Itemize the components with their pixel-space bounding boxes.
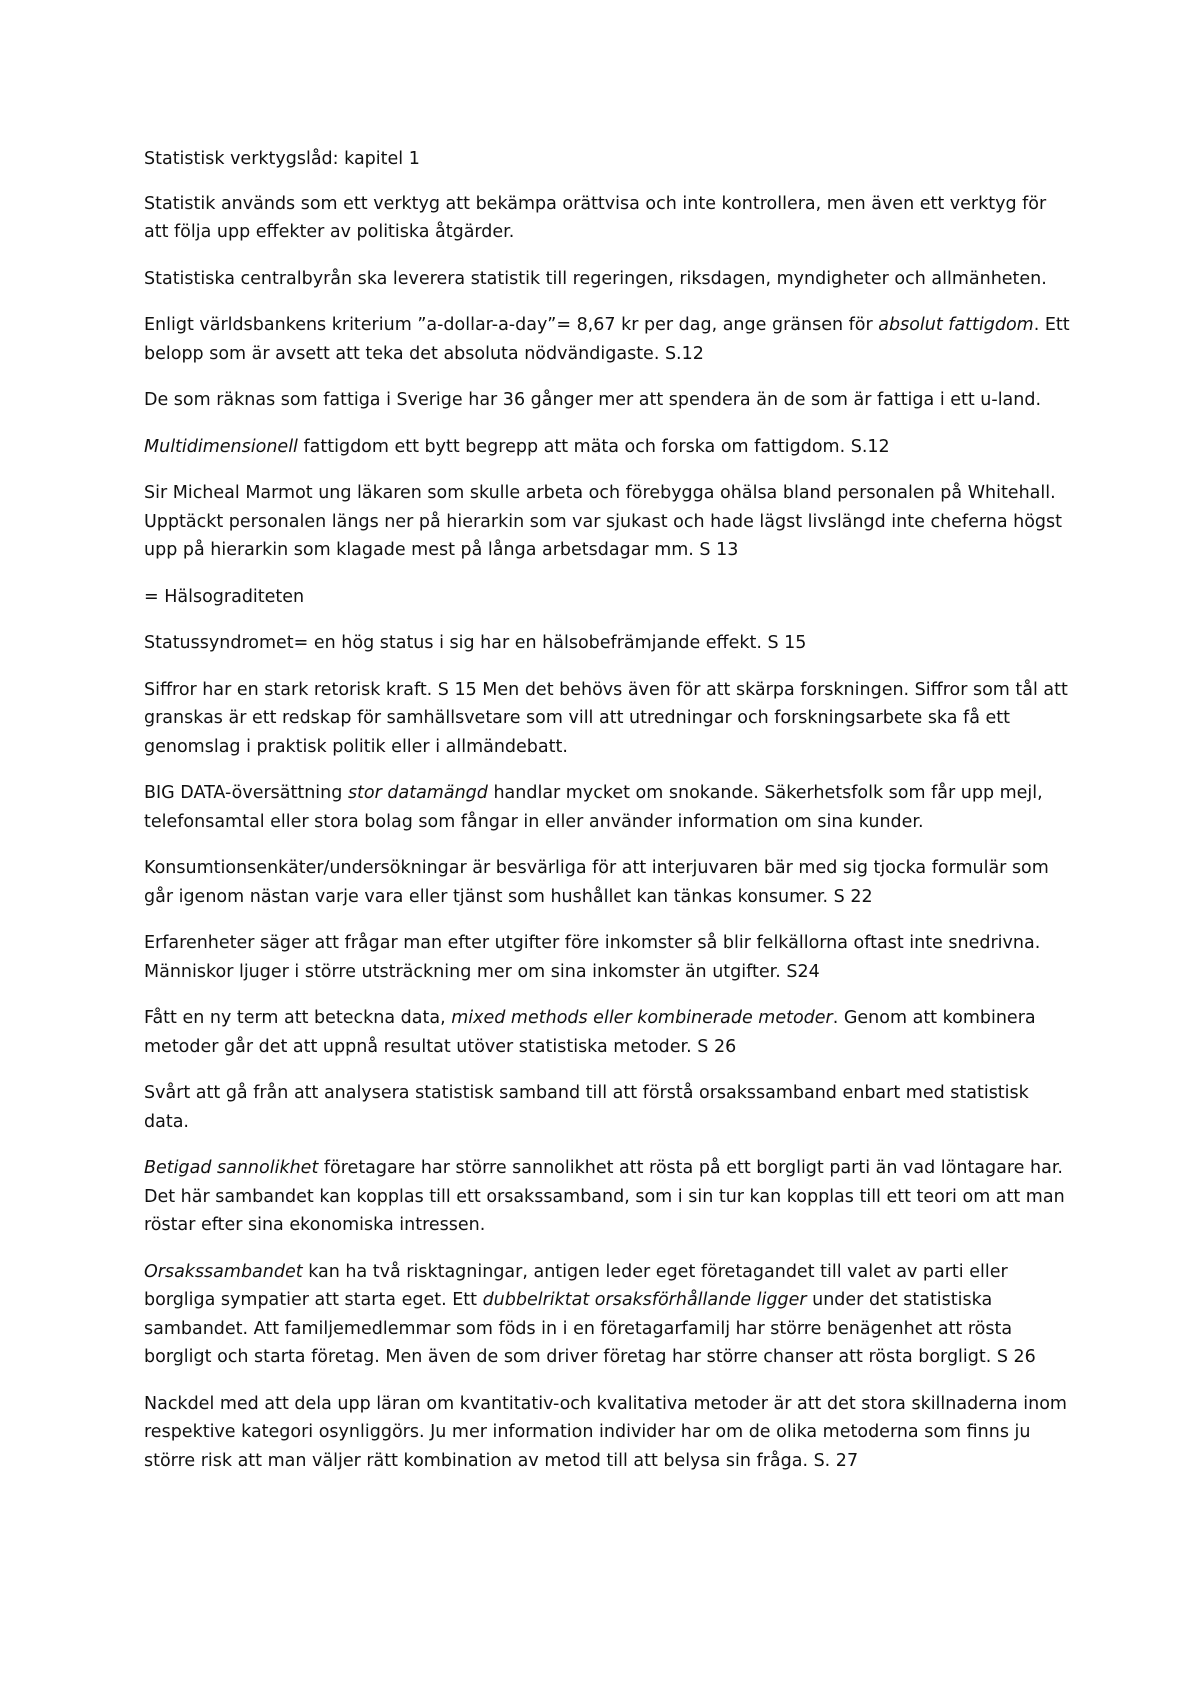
paragraph-text: Enligt världsbankens kriterium ”a-dollar-a-day”= 8,67 kr per dag, ange gränsen för [144, 315, 879, 335]
paragraph-text: Statistik används som ett verktyg att bekämpa orättvisa och inte kontrollera, men även ett verktyg för att följa upp effekter av politiska åtgärder. [144, 193, 1047, 242]
paragraph-text: Sir Micheal Marmot ung läkaren som skulle arbeta och förebygga ohälsa bland personalen på Whitehall. Upptäckt personalen längs ner på hierarkin som var sjukast och hade lägst livslängd inte cheferna högst upp på hierarkin som klagade mest på långa arbetsdagar mm. S 13 [144, 483, 1063, 560]
paragraph-list [144, 190, 1074, 1476]
paragraph-text: BIG DATA-översättning [144, 783, 348, 803]
paragraph-text: kan ha två risktagningar, antigen leder eget företagandet till valet av parti eller borgliga sympatier att starta eget. Ett [144, 1261, 1008, 1310]
italic-term: dubbelriktat orsaksförhållande ligger [482, 1290, 807, 1310]
paragraph [144, 190, 1074, 247]
paragraph [144, 779, 1074, 836]
paragraph [144, 929, 1074, 986]
paragraph-text: handlar mycket om snokande. Säkerhetsfolk som får upp mejl, telefonsamtal eller stora bolag som fångar in eller använder information om sina kunder. [144, 783, 1043, 832]
paragraph-text: De som räknas som fattiga i Sverige har 36 gånger mer att spendera än de som är fattiga i ett u-land. [144, 390, 1042, 410]
paragraph [144, 629, 1074, 658]
paragraph [144, 1079, 1074, 1136]
paragraph [144, 1004, 1074, 1061]
document-body [144, 145, 1074, 1493]
italic-term: Betigad sannolikhet [144, 1158, 319, 1178]
paragraph [144, 1390, 1074, 1476]
italic-term: absolut fattigdom [878, 315, 1034, 335]
paragraph [144, 479, 1074, 565]
paragraph [144, 265, 1074, 294]
paragraph-text: . Genom att kombinera metoder går det att uppnå resultat utöver statistiska metoder. S 26 [144, 1008, 1036, 1057]
paragraph-text: Erfarenheter säger att frågar man efter utgifter före inkomster så blir felkällorna oftast inte snedrivna. Människor ljuger i större utsträckning mer om sina inkomster än utgifter. S24 [144, 933, 1041, 982]
paragraph-text: Siffror har en stark retorisk kraft. S 15 Men det behövs även för att skärpa forskningen. Siffror som tål att granskas är ett redskap för samhällsvetare som vill att utredningar och forskningsarbete ska få ett genomslag i praktisk politik eller i allmändebatt. [144, 679, 1068, 757]
paragraph [144, 433, 1074, 462]
paragraph [144, 1258, 1074, 1372]
paragraph-text: Nackdel med att dela upp läran om kvantitativ-och kvalitativa metoder är att det stora skillnaderna inom respektive kategori osynliggörs. Ju mer information individer har om de olika metoderna som finns ju större risk att man väljer rätt kombination av metod till att belysa sin fråga. S. 27 [144, 1393, 1067, 1471]
paragraph [144, 676, 1074, 762]
paragraph-text: Svårt att gå från att analysera statistisk samband till att förstå orsakssamband enbart med statistisk data. [144, 1083, 1029, 1132]
paragraph [144, 1154, 1074, 1240]
paragraph-text: under det statistiska sambandet. Att familjemedlemmar som föds in i en företagarfamilj har större benägenhet att rösta borgligt och starta företag. Men även de som driver företag har större chanser att rösta borgligt. S 26 [144, 1290, 1036, 1367]
italic-term: Orsakssambandet [144, 1261, 303, 1282]
paragraph-text: = Hälsograditeten [144, 586, 305, 607]
paragraph-text: fattigdom ett bytt begrepp att mäta och forska om fattigdom. S.12 [297, 436, 890, 457]
italic-term: Multidimensionell [144, 436, 298, 457]
paragraph-text: Statistiska centralbyrån ska leverera statistik till regeringen, riksdagen, myndigheter och allmänheten. [144, 268, 1047, 289]
paragraph-text: Statussyndromet= en hög status i sig har en hälsobefrämjande effekt. S 15 [144, 633, 807, 653]
paragraph-text: företagare har större sannolikhet att rösta på ett borgligt parti än vad löntagare har. Det här sambandet kan kopplas till ett orsakssamband, som i sin tur kan kopplas till ett teori om att man röstar efter sina ekonomiska intressen. [144, 1158, 1065, 1235]
paragraph-text: . Ett belopp som är avsett att teka det absoluta nödvändigaste. S.12 [144, 315, 1070, 364]
paragraph [144, 583, 1074, 612]
paragraph [144, 311, 1074, 368]
document-title: Statistisk verktygslåd: kapitel 1 [144, 149, 420, 169]
italic-term: stor datamängd [347, 783, 488, 803]
italic-term: mixed methods eller kombinerade metoder [451, 1008, 833, 1028]
paragraph-text: Konsumtionsenkäter/undersökningar är besvärliga för att interjuvaren bär med sig tjocka formulär som går igenom nästan varje vara eller tjänst som hushållet kan tänkas konsumer. S 22 [144, 858, 1049, 907]
paragraph-text: Fått en ny term att beteckna data, [144, 1008, 452, 1028]
paragraph [144, 854, 1074, 911]
paragraph [144, 386, 1074, 415]
